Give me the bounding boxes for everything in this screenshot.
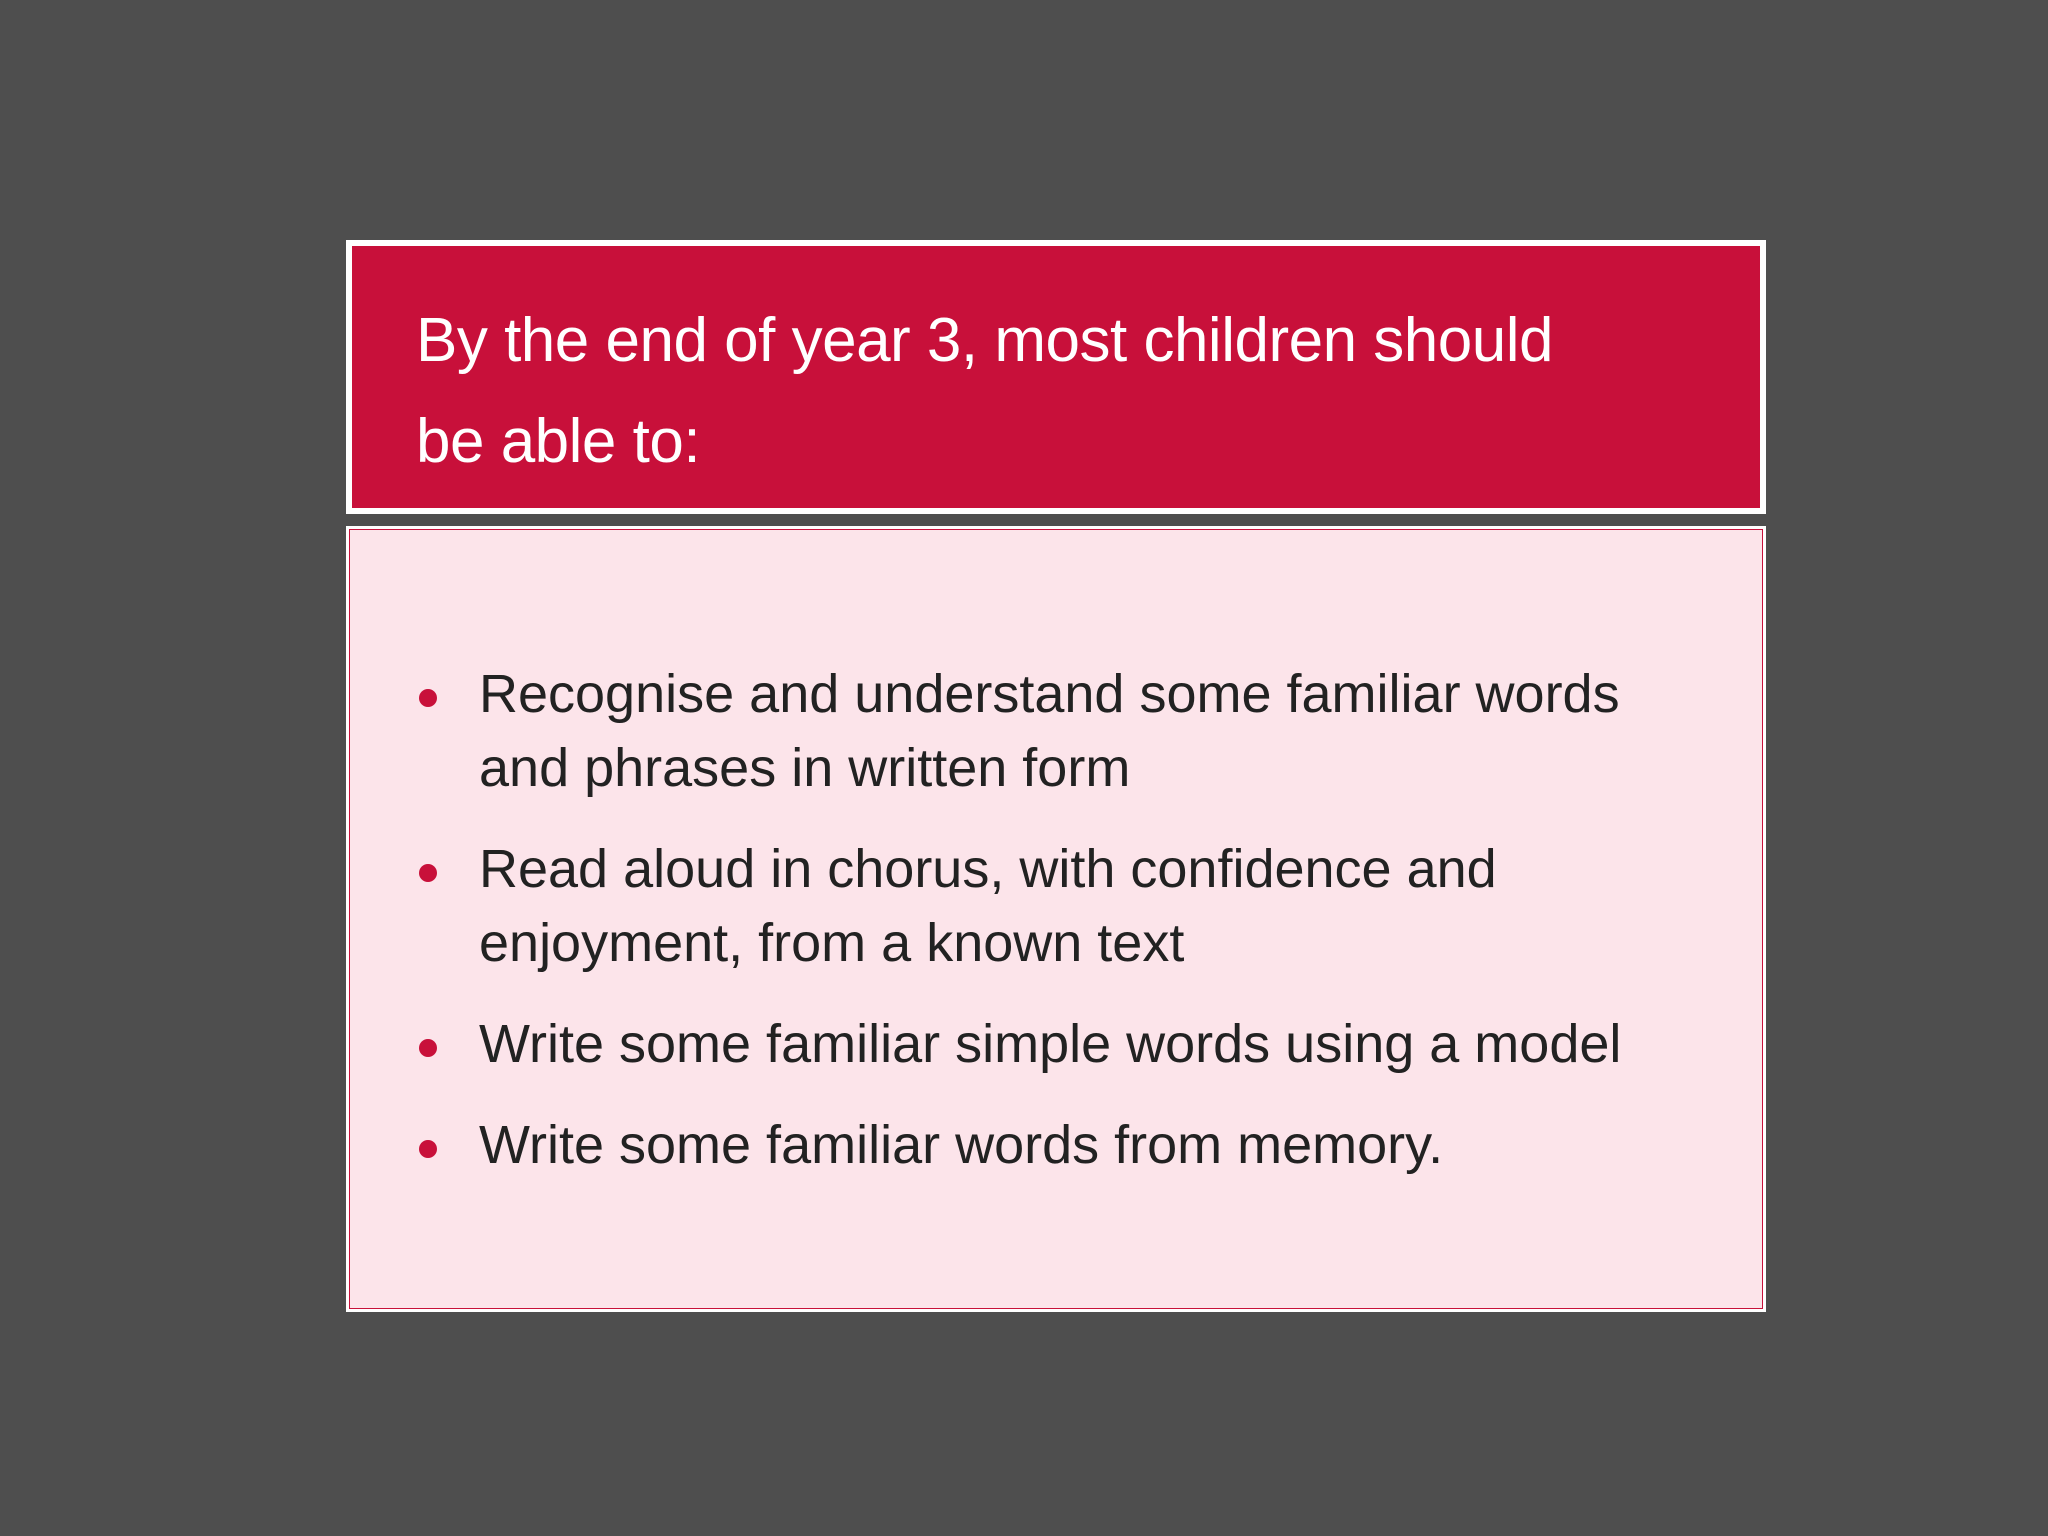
list-item-text: Write some familiar simple words using a model (479, 1014, 1622, 1074)
list-item-text: Recognise and understand some familiar words and phrases in written form (479, 664, 1620, 798)
bullet-icon (419, 864, 437, 882)
list-item (349, 1007, 1763, 1081)
title-banner (346, 240, 1766, 514)
bullet-icon (419, 1039, 437, 1057)
bullet-icon (419, 1140, 437, 1158)
list-item (349, 832, 1763, 980)
list-item-text: Read aloud in chorus, with confidence and enjoyment, from a known text (479, 839, 1497, 973)
list-item (349, 657, 1763, 805)
objectives-list (349, 657, 1763, 1209)
page-title: By the end of year 3, most children should be able to: (416, 306, 1553, 476)
bullet-icon (419, 689, 437, 707)
content-panel (346, 526, 1766, 1312)
list-item (349, 1108, 1763, 1182)
list-item-text: Write some familiar words from memory. (479, 1115, 1444, 1175)
